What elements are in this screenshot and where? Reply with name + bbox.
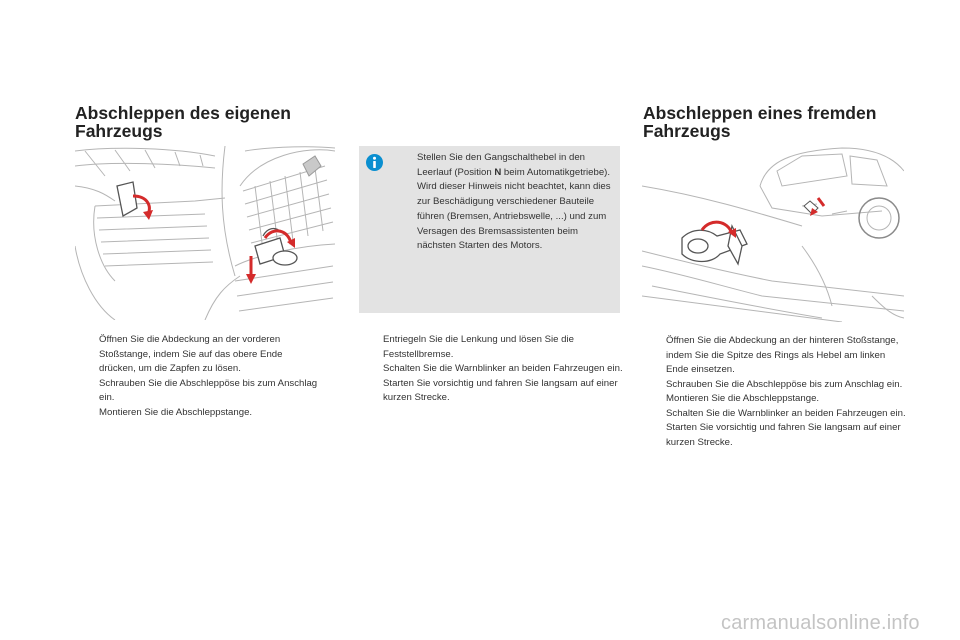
- list-item: [362, 377, 624, 406]
- list-item: [362, 333, 624, 362]
- step-text: Starten Sie vorsichtig und fahren Sie langsam auf einer kurzen Strecke.: [666, 422, 901, 448]
- list-item: [645, 392, 910, 407]
- info-box: [359, 146, 620, 313]
- step-text: Schrauben Sie die Abschleppöse bis zum Anschlag ein.: [666, 378, 903, 390]
- section-title-other-vehicle: [643, 104, 903, 140]
- step-text: Starten Sie vorsichtig und fahren Sie langsam auf einer kurzen Strecke.: [383, 377, 618, 403]
- front-bumper-illustration: [75, 146, 335, 320]
- list-item: [645, 378, 910, 393]
- list-item: [645, 421, 910, 450]
- section-title-line1: Abschleppen des eigenen: [75, 103, 291, 123]
- list-item: [645, 407, 910, 422]
- section-title-line2: Fahrzeugs: [75, 121, 163, 141]
- list-item: [645, 334, 910, 378]
- step-text: Entriegeln Sie die Lenkung und lösen Sie die Feststellbremse.: [383, 334, 574, 360]
- list-item: [78, 377, 318, 406]
- watermark: carmanualsonline.info: [721, 612, 920, 634]
- list-item: [78, 406, 318, 421]
- general-steps: [362, 333, 624, 406]
- step-text: Schalten Sie die Warnblinker an beiden Fahrzeugen ein.: [666, 407, 906, 419]
- step-text: Schrauben Sie die Abschleppöse bis zum Anschlag ein.: [99, 377, 318, 403]
- info-text-bold: N: [494, 166, 502, 178]
- step-text: Öffnen Sie die Abdeckung an der hinteren Stoßstange, indem Sie die Spitze des Rings als Hebel am linken Ende einsetzen.: [666, 335, 899, 375]
- list-item: [362, 362, 624, 377]
- own-vehicle-steps: [78, 333, 318, 420]
- section-title-line2: Fahrzeugs: [643, 121, 731, 141]
- step-text: Öffnen Sie die Abdeckung an der vorderen Stoßstange, indem Sie auf das obere Ende drücken, um die Zapfen zu lösen.: [99, 334, 283, 374]
- step-text: Schalten Sie die Warnblinker an beiden Fahrzeugen ein.: [383, 363, 623, 374]
- rear-bumper-drawing: [642, 146, 904, 322]
- info-text-start: Stellen Sie den Gangschalthebel in den Leerlauf (Position: [417, 152, 586, 178]
- list-item: [78, 333, 318, 377]
- step-text: Montieren Sie die Abschleppstange.: [666, 393, 820, 404]
- section-title-own-vehicle: [75, 104, 335, 140]
- info-text-end: beim Automatikgetriebe). Wird dieser Hinweis nicht beachtet, kann dies zur Beschädigung verschiedener Bauteile führen (Bremsen, Antriebswelle, ...) und zum Versagen des Bremsassistenten beim nächsten Starten des Motors.: [417, 166, 611, 252]
- front-bumper-drawing: [75, 146, 335, 320]
- info-icon: [366, 154, 383, 171]
- rear-bumper-illustration: [642, 146, 904, 322]
- step-text: Montieren Sie die Abschleppstange.: [99, 406, 253, 418]
- info-text: [417, 151, 617, 254]
- section-title-line1: Abschleppen eines fremden: [643, 103, 877, 123]
- other-vehicle-steps: [645, 334, 910, 450]
